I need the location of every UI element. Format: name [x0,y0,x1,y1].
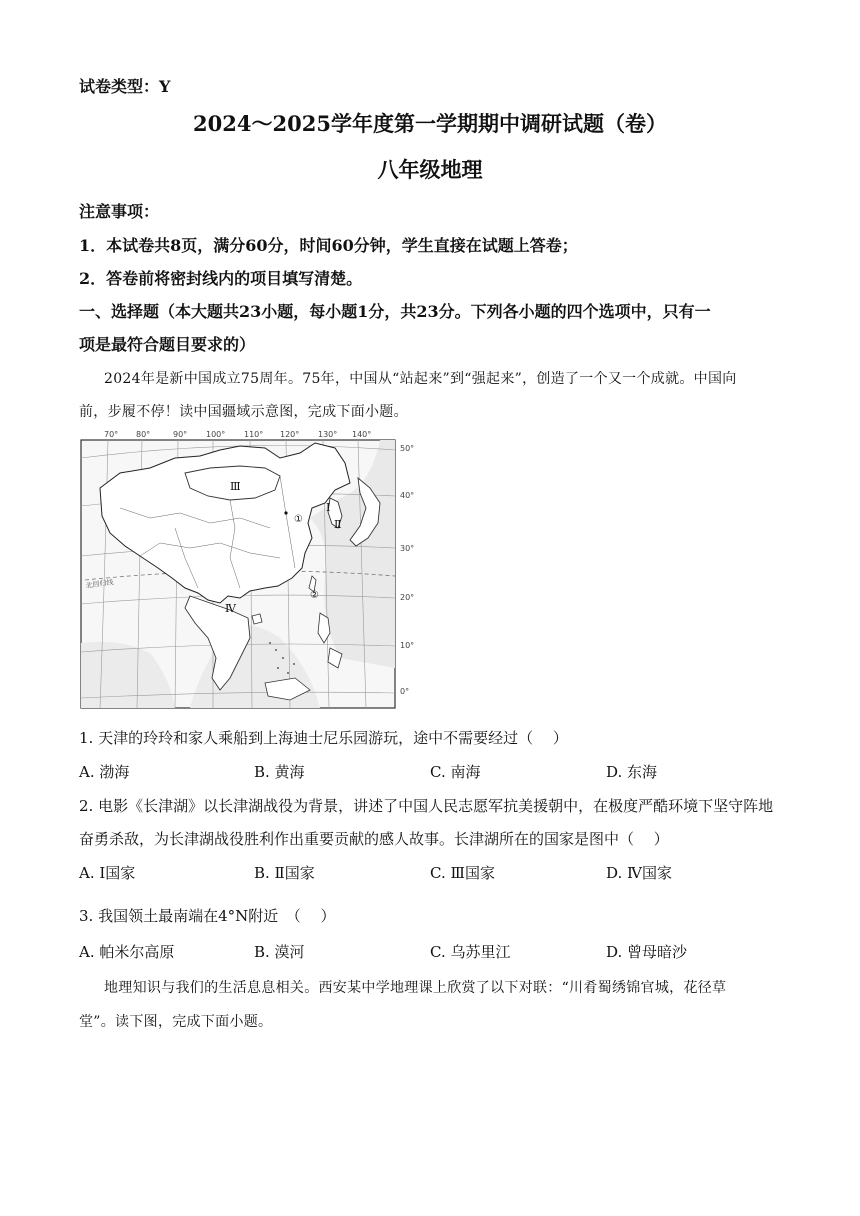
question-2-option-d[interactable]: D. Ⅳ国家 [606,864,673,882]
section-heading-line-1: 一、选择题（本大题共23小题，每小题1分，共23分。下列各小题的四个选项中，只有一 [79,302,711,321]
question-1-option-b[interactable]: B. 黄海 [254,763,305,781]
lon-label-80: 80° [136,430,151,439]
question-2-option-c[interactable]: C. Ⅲ国家 [430,864,495,882]
exam-subtitle: 八年级地理 [377,157,483,182]
lat-label-20: 20° [400,593,415,602]
region-label-IV: Ⅳ [225,602,236,615]
question-1-option-c[interactable]: C. 南海 [430,763,481,781]
lon-label-140: 140° [352,430,372,439]
question-2-option-b[interactable]: B. Ⅱ国家 [254,864,315,882]
lon-label-110: 110° [244,430,264,439]
question-2-stem-line-1: 2. 电影《长津湖》以长津湖战役为背景，讲述了中国人民志愿军抗美援朝中，在极度严酷环境下坚守阵地 [79,797,774,815]
point-marker-1: ① [294,514,303,525]
section-heading-line-2: 项是最符合题目要求的） [79,335,256,354]
question-3-stem: 3. 我国领土最南端在4°N附近 （ ） [79,907,336,925]
lon-label-70: 70° [104,430,119,439]
china-territory-map [80,428,420,710]
lon-label-90: 90° [173,430,188,439]
question-2-stem-line-2: 奋勇杀敌，为长津湖战役胜利作出重要贡献的感人故事。长津湖所在的国家是图中（ ） [79,830,669,848]
material-1-line-1: 2024年是新中国成立75周年。75年，中国从“站起来”到“强起来”，创造了一个又一个成就。中国向 [104,371,737,387]
question-1-stem: 1. 天津的玲玲和家人乘船到上海迪士尼乐园游玩，途中不需要经过（ ） [79,729,568,747]
region-label-II: Ⅱ [334,518,342,531]
material-2-line-2: 堂”。读下图，完成下面小题。 [79,1014,273,1030]
question-3-option-a[interactable]: A. 帕米尔高原 [79,943,175,961]
lat-label-0: 0° [400,687,410,696]
point-marker-2: ② [310,590,319,601]
question-1-option-a[interactable]: A. 渤海 [79,763,130,781]
material-2-line-1: 地理知识与我们的生活息息相关。西安某中学地理课上欣赏了以下对联：“川肴蜀绣锦官城，花径草 [104,980,727,996]
lat-label-50: 50° [400,444,415,453]
notes-heading: 注意事项： [79,202,160,221]
material-1-line-2: 前，步履不停！读中国疆域示意图，完成下面小题。 [79,404,408,420]
region-label-I: Ⅰ [326,501,331,514]
lat-label-40: 40° [400,491,415,500]
exam-title: 2024～2025学年度第一学期期中调研试题（卷） [193,111,667,136]
question-3-option-d[interactable]: D. 曾母暗沙 [606,943,688,961]
region-label-III: Ⅲ [230,480,241,493]
lat-label-30: 30° [400,544,415,553]
lat-label-10: 10° [400,641,415,650]
lon-label-100: 100° [206,430,226,439]
question-2-option-a[interactable]: A. Ⅰ国家 [79,864,136,882]
tropic-label: 北回归线 [85,578,115,590]
notes-item-1: 1．本试卷共8页，满分60分，时间60分钟，学生直接在试题上答卷； [79,236,578,255]
paper-type: 试卷类型：Y [79,77,171,96]
question-1-option-d[interactable]: D. 东海 [606,763,658,781]
lon-label-120: 120° [280,430,300,439]
notes-item-2: 2．答卷前将密封线内的项目填写清楚。 [79,269,363,288]
question-3-option-c[interactable]: C. 乌苏里江 [430,943,511,961]
question-3-option-b[interactable]: B. 漠河 [254,943,305,961]
lon-label-130: 130° [318,430,338,439]
